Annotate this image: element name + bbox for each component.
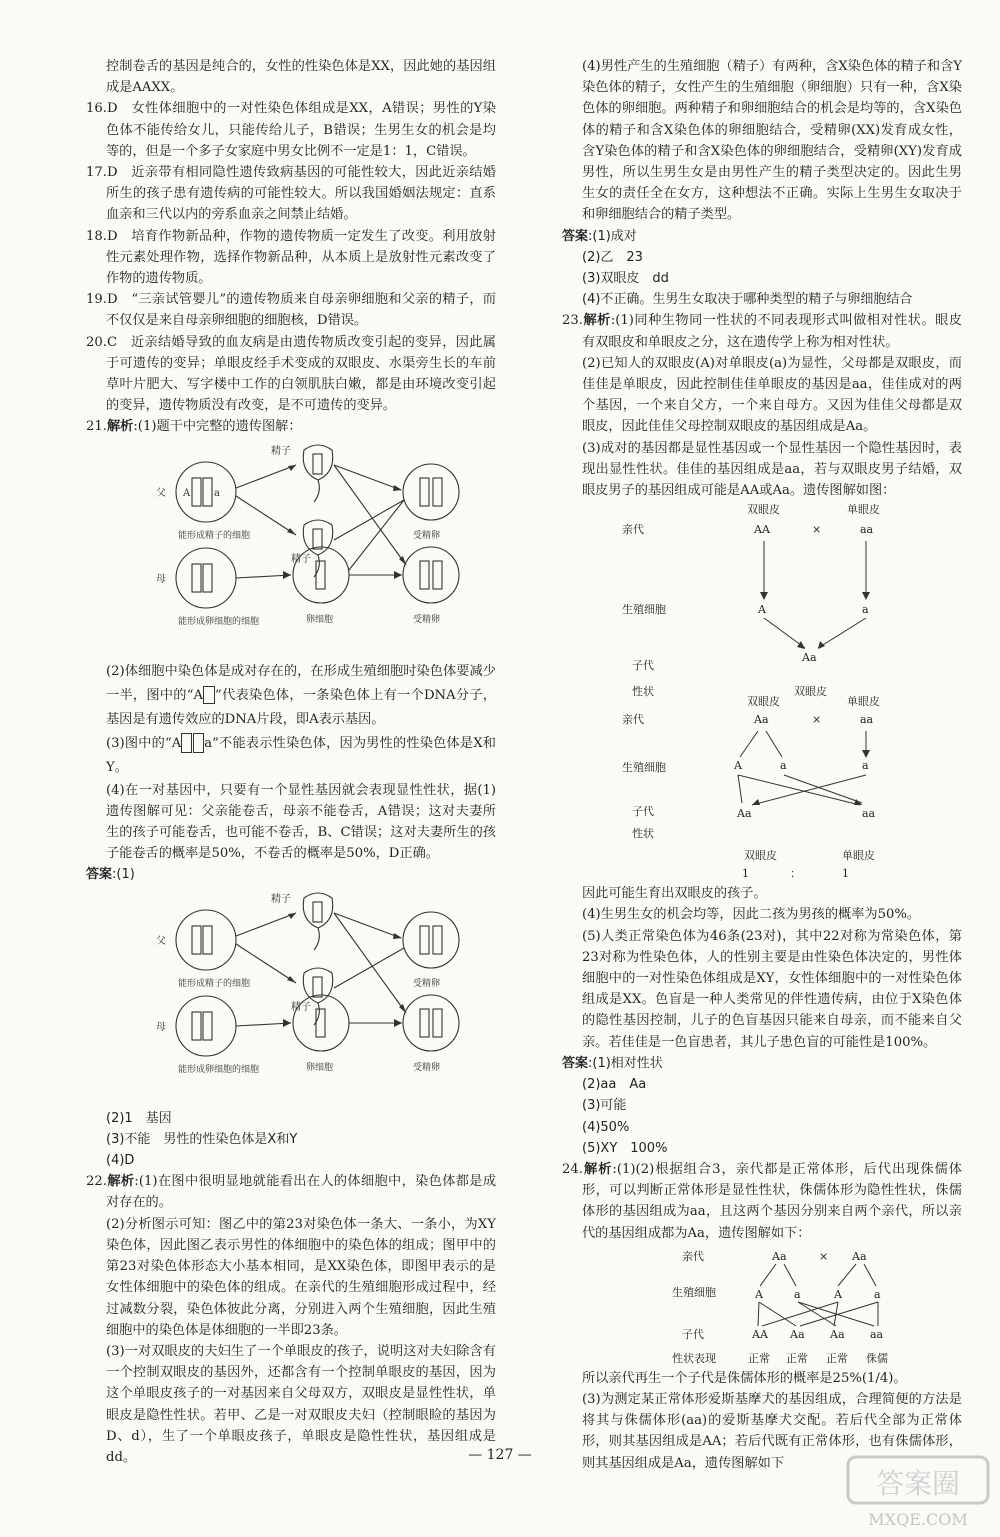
- f24-t3: 正常: [826, 1351, 848, 1365]
- q21-answer-1-text: :(1): [112, 867, 135, 883]
- page-number: — 127 —: [468, 1447, 532, 1463]
- analysis-label-22: 解析: [106, 1174, 135, 1190]
- f24-t1: 正常: [748, 1351, 770, 1365]
- q21-answer-4: (4)D: [106, 1153, 135, 1169]
- f23b-g3: a: [862, 759, 869, 773]
- f23a-child: Aa: [802, 651, 817, 665]
- watermark-url: MXQE.COM: [868, 1510, 968, 1529]
- f24-t4: 侏儒: [866, 1351, 888, 1365]
- heredity-diagram-21b: [86, 888, 496, 1106]
- chromosome-icon: [203, 686, 215, 704]
- q24-p3: (3)为测定某正常体形爱斯基摩犬的基因组成，合理简便的方法是将其与侏儒体形(aa)的爱斯基摩犬交配。若后代全部为正常体形，则其基因组成是AA；若后代既有正常体形，也有侏儒体形，则其基因组成是Aa，遗传图解如下: [582, 1391, 962, 1471]
- f23b-t2: 单眼皮: [842, 849, 875, 863]
- q15-tail: 控制卷舌的基因是纯合的，女性的性染色体是XX，因此她的基因组成是AAXX。: [106, 59, 496, 96]
- q22-answer-1: [562, 226, 962, 247]
- q22-p3: (3)一对双眼皮的夫妇生了一个单眼皮的孩子，说明这对夫妇除含有一个控制双眼皮的基因外，还都含有一个控制单眼皮的基因，因为这个单眼皮孩子的一对基因来自父母双方，双眼皮是显性性状，单眼皮是隐性性状。若甲、乙是一对双眼皮夫妇（控制眼睑的基因为D、d），生了一个单眼皮孩子，单眼皮是隐性性状，基因组成是dd。: [106, 1343, 496, 1465]
- q21-p3a: (3)图中的“A: [106, 735, 182, 751]
- q23-answer-1-text: :(1)相对性状: [588, 1055, 663, 1071]
- f23b-row-trait: 性状: [632, 827, 654, 841]
- q16-explanation: 16.D 女性体细胞中的一对性染色体组成是XX，A错误；男性的Y染色体不能传给女儿，只能传给儿子，B错误；生男生女的机会是均等的，但是一个多子女家庭中男女比例不一定是1：1，C错误。: [86, 101, 496, 159]
- f23b-c1: Aa: [737, 807, 752, 821]
- label-father-cell-b: 能形成精子的细胞: [178, 978, 251, 989]
- f24-c2: Aa: [790, 1327, 805, 1341]
- f23b-g1: A: [734, 759, 742, 773]
- heredity-diagram-21a: [86, 440, 496, 658]
- f24-row-trait: 性状表现: [672, 1351, 716, 1365]
- label-father: 父: [156, 487, 166, 499]
- q21-p3: [86, 732, 496, 780]
- q21-analysis-1: [86, 416, 496, 437]
- q23-p3b: 因此可能生育出双眼皮的孩子。: [582, 886, 767, 902]
- q22-answer-2: (2)乙 23: [582, 249, 643, 265]
- q24-number: 24.: [562, 1161, 583, 1177]
- q21-p2a: (2)体细胞中染色体是成对存在的，在形成生殖细胞时染色体要减少一半，图中的“A: [106, 663, 496, 703]
- q24-analysis-1: [562, 1159, 962, 1244]
- q23-p1: :(1)同种生物同一性状的不同表现形式叫做相对性状。眼皮有双眼皮和单眼皮之分，这在遗传学上称为相对性状。: [582, 313, 963, 350]
- gene-A-father: A: [183, 487, 191, 499]
- f23a-g1: A: [758, 603, 766, 617]
- q21-answer-1: [86, 864, 496, 885]
- f23b-row-child: 子代: [632, 805, 654, 819]
- chromosome-pair-icon: [181, 733, 192, 753]
- f23a-row-trait: 性状: [632, 685, 654, 699]
- f23b-c2: aa: [862, 807, 876, 821]
- q23-answer-2: (2)aa Aa: [582, 1077, 647, 1093]
- label-father-b: 父: [156, 935, 166, 947]
- f23a-p1-trait: 双眼皮: [747, 503, 780, 517]
- q22-answer-1-text: :(1)成对: [588, 228, 637, 244]
- q22-answer-4: (4)不正确。生男生女取决于哪种类型的精子与卵细胞结合: [582, 292, 913, 308]
- f23b-p2-geno: aa: [860, 713, 874, 727]
- label-sperm-b2: 精子: [291, 1001, 311, 1013]
- q21-p3b: a”不能表示性染色体，因为男性的性染色体是X和Y。: [106, 735, 496, 775]
- f24-g1: A: [755, 1287, 763, 1301]
- q21-p4: (4)在一对基因中，只要有一个显性基因就会表现显性性状，据(1)遗传图解可见：父亲能卷舌，母亲不能卷舌，A错误；这对夫妻所生的孩子可能卷舌，也可能不卷舌，B、C错误；这对夫妻所生的孩子能卷舌的概率是50%，不卷舌的概率是50%，D正确。: [106, 782, 496, 862]
- label-zygote-2: 受精卵: [413, 614, 441, 625]
- f24-g2: a: [794, 1287, 801, 1301]
- f23a-g2: a: [862, 603, 869, 617]
- f24-c3: Aa: [830, 1327, 845, 1341]
- q19-explanation: 19.D “三亲试管婴儿”的遗传物质来自母亲卵细胞和父亲的精子，而不仅仅是来自母亲卵细胞的细胞核，D错误。: [86, 292, 496, 329]
- f23b-g2: a: [780, 759, 787, 773]
- watermark-brand: 答案圈: [875, 1467, 961, 1500]
- f23b-t1: 双眼皮: [744, 849, 777, 863]
- f23a-p1-geno: AA: [754, 523, 770, 537]
- q21-answer-3: (3)不能 男性的性染色体是X和Y: [106, 1131, 298, 1147]
- label-mother-cell-b: 能形成卵细胞的细胞: [178, 1064, 260, 1075]
- right-column: [562, 56, 962, 1474]
- f24-p1: Aa: [772, 1249, 787, 1263]
- q21-p1: :(1)题干中完整的遗传图解：: [133, 419, 302, 435]
- f24-row-gamete: 生殖细胞: [672, 1285, 716, 1299]
- label-sperm-2: 精子: [291, 553, 311, 565]
- chromosome-pair-icon-2: [193, 733, 204, 753]
- analysis-label-24: 解析: [582, 1161, 613, 1177]
- label-mother-cell: 能形成卵细胞的细胞: [178, 616, 260, 627]
- f24-g4: a: [874, 1287, 881, 1301]
- q22-answer-3: (3)双眼皮 dd: [582, 271, 669, 287]
- f23a-row-parent: 亲代: [622, 523, 644, 537]
- q18-explanation: 18.D 培育作物新品种，作物的遗传物质一定发生了改变。利用放射性元素处理作物，选择作物新品种，从本质上是放射性元素改变了作物的遗传物质。: [86, 228, 496, 287]
- f24-p2: Aa: [852, 1249, 867, 1263]
- f23b-cross: ×: [812, 713, 822, 727]
- q21-answer-2: (2)1 基因: [106, 1110, 172, 1126]
- label-mother-b: 母: [156, 1021, 166, 1033]
- answer-label: 答案: [86, 867, 113, 883]
- q22-p1: :(1)在图中很明显地就能看出在人的体细胞中，染色体都是成对存在的。: [106, 1174, 497, 1211]
- f23b-ratio-r: 1: [842, 867, 849, 881]
- f23a-p2-geno: aa: [860, 523, 874, 537]
- heredity-diagram-24: [562, 1246, 962, 1366]
- f23a-child-trait: 双眼皮: [794, 685, 827, 699]
- heredity-diagram-23: [562, 503, 962, 843]
- q22-p4: (4)男性产生的生殖细胞（精子）有两种，含X染色体的精子和含Y染色体的精子，女性产生的生殖细胞（卵细胞）只有一种，含X染色体的卵细胞。两种精子和卵细胞结合的机会是均等的，含X染色体的精子和含X染色体的卵细胞结合，受精卵(XX)发育成女性，含Y染色体的精子和含X染色体的卵细胞结合，受精卵(XY)发育成男性，所以生男生女是由男性产生的精子类型决定的。因此生男生女的责任全在女方，这种想法不正确。实际上生男生女取决于和卵细胞结合的精子类型。: [582, 59, 962, 223]
- f24-row-child: 子代: [682, 1327, 704, 1341]
- f24-row-parent: 亲代: [682, 1249, 704, 1263]
- f23a-row-gamete: 生殖细胞: [622, 603, 666, 617]
- f23b-row-gamete: 生殖细胞: [622, 761, 666, 775]
- q22-number: 22.: [86, 1174, 107, 1190]
- f24-c4: aa: [870, 1327, 884, 1341]
- f23b-ratio-c: ：: [790, 867, 801, 881]
- q23-answer-5: (5)XY 100%: [582, 1140, 668, 1156]
- q24-p1: :(1)(2)根据组合3，亲代都是正常体形，后代出现侏儒体形，可以判断正常体形是显性性状，侏儒体形为隐性性状，侏儒体形的基因组成为aa，且这两个基因分别来自两个亲代，所以亲代的基因组成都为Aa，遗传图解如下：: [582, 1161, 962, 1241]
- f24-t2: 正常: [786, 1351, 808, 1365]
- analysis-label: 解析: [106, 419, 134, 435]
- q21-p2: [86, 660, 496, 732]
- f24-c1: AA: [752, 1327, 768, 1341]
- q23-number: 23.: [562, 313, 583, 329]
- label-mother: 母: [156, 573, 166, 585]
- label-egg-b: 卵细胞: [306, 1062, 334, 1073]
- left-column: [86, 56, 496, 1468]
- f23b-p1-geno: Aa: [754, 713, 769, 727]
- f23a-row-child: 子代: [632, 659, 654, 673]
- q17-explanation: 17.D 近亲带有相同隐性遗传致病基因的可能性较大，因此近亲结婚所生的孩子患有遗传病的可能性较大。所以我国婚姻法规定：直系血亲和三代以内的旁系血亲之间禁止结婚。: [86, 165, 496, 223]
- f23a-p2-trait: 单眼皮: [847, 503, 880, 517]
- watermark-logo: [844, 1453, 994, 1533]
- f23b-p1-trait: 双眼皮: [747, 695, 780, 709]
- label-sperm-b: 精子: [271, 893, 291, 905]
- label-zygote-1: 受精卵: [413, 530, 441, 541]
- q22-analysis-1: [86, 1171, 496, 1213]
- f24-cross: ×: [819, 1249, 829, 1263]
- q24-p2: 所以亲代再生一个子代是侏儒体形的概率是25%(1/4)。: [582, 1370, 907, 1386]
- label-egg: 卵细胞: [306, 614, 334, 625]
- gene-a-father: a: [214, 487, 220, 499]
- q21-p2b: ”代表染色体，一条染色体上有一个DNA分子，基因是有遗传效应的DNA片段，即A表示基因。: [106, 687, 496, 727]
- label-sperm: 精子: [271, 445, 291, 457]
- q23-p2: (2)已知人的双眼皮(A)对单眼皮(a)为显性，父母都是双眼皮，而佳佳是单眼皮，因此控制佳佳单眼皮的基因是aa，佳佳成对的两个基因，一个来自父方，一个来自母方。又因为佳佳父母都是双眼皮，因此佳佳父母控制双眼皮的基因组成是Aa。: [582, 355, 962, 435]
- f23b-ratio-l: 1: [742, 867, 749, 881]
- answer-label-23: 答案: [562, 1055, 589, 1071]
- f24-g3: A: [834, 1287, 842, 1301]
- f23b-trait-row: [562, 845, 962, 863]
- f23a-cross: ×: [812, 523, 822, 537]
- analysis-label-23: 解析: [582, 313, 611, 329]
- q23-p4: (4)生男生女的机会均等，因此二孩为男孩的概率为50%。: [582, 907, 921, 923]
- q22-p2: (2)分析图示可知：图乙中的第23对染色体一条大、一条小，为XY染色体，因此图乙表示男性的体细胞中的染色体的组成；图甲中的第23对染色体形态大小基本相同，是XX染色体，即图甲表示的是女性体细胞中的染色体的组成。在亲代的生殖细胞形成过程中，经过减数分裂，染色体彼此分离，分别进入两个生殖细胞，因此生殖细胞中的染色体是体细胞的一半即23条。: [106, 1216, 496, 1338]
- q23-analysis-1: [562, 310, 962, 352]
- q21-number: 21.: [86, 419, 107, 435]
- label-zygote-b1: 受精卵: [413, 978, 441, 989]
- answer-label-22: 答案: [562, 228, 589, 244]
- q20-explanation: 20.C 近亲结婚导致的血友病是由遗传物质改变引起的变异，因此属于可遗传的变异；单眼皮经手术变成的双眼皮、水渠旁生长的车前草叶片肥大、写字楼中工作的白领肌肤白嫩，都是由环境改变引起的变异，遗传物质没有改变，是不可遗传的变异。: [86, 334, 496, 414]
- label-father-cell: 能形成精子的细胞: [178, 530, 251, 541]
- label-zygote-b2: 受精卵: [413, 1062, 441, 1073]
- f23b-p2-trait: 单眼皮: [847, 695, 880, 709]
- q23-answer-1: [562, 1053, 962, 1074]
- q23-p5: (5)人类正常染色体为46条(23对)，其中22对称为常染色体，第23对称为性染色体，人的性别主要是由性染色体决定的，男性体细胞中的一对性染色体组成是XY，女性体细胞中的一对性染色体组成是XX。色盲是一种人类常见的伴性遗传病，由位于X染色体的隐性基因控制，儿子的色盲基因只能来自母亲，而不能来自父亲。若佳佳是一色盲患者，其儿子患色盲的可能性是100%。: [582, 928, 962, 1050]
- f23b-ratio-row: [562, 863, 962, 883]
- q23-answer-3: (3)可能: [582, 1098, 627, 1114]
- q23-answer-4: (4)50%: [582, 1119, 630, 1135]
- q23-p3: (3)成对的基因都是显性基因或一个显性基因一个隐性基因时，表现出显性性状。佳佳的基因组成是aa，若与双眼皮男子结婚，双眼皮男子的基因组成可能是AA或Aa。遗传图解如图：: [582, 440, 962, 499]
- f23b-row-parent: 亲代: [622, 713, 644, 727]
